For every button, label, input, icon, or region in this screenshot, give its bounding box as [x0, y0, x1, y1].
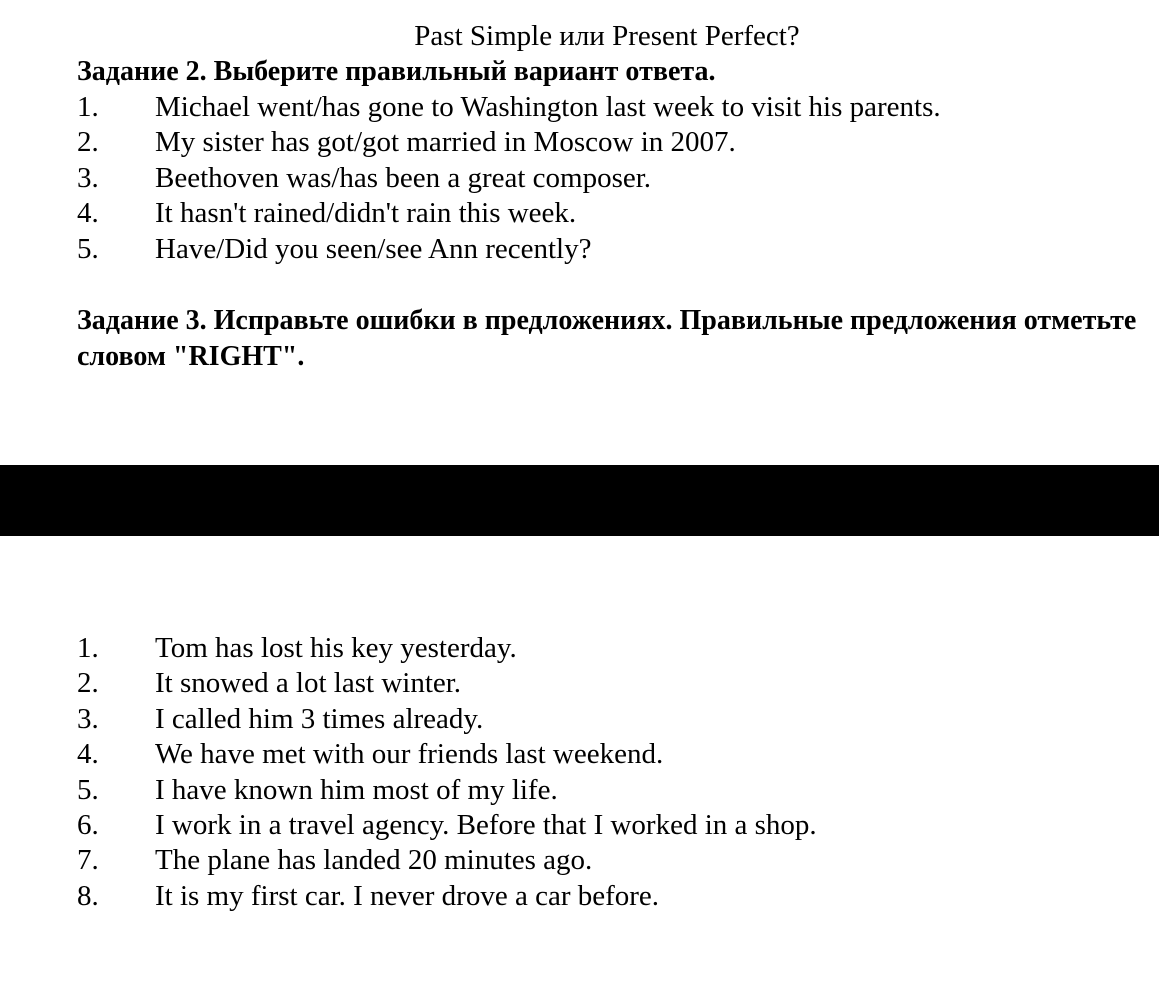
item-number: 7.: [77, 844, 99, 877]
item-number: 4.: [77, 197, 99, 230]
item-text: My sister has got/got married in Moscow in 2007.: [155, 126, 736, 159]
item-text: I have known him most of my life.: [155, 773, 558, 806]
task-3-heading: Задание 3. Исправьте ошибки в предложениях. Правильные предложения отметьте словом "RIGHT".: [77, 305, 1137, 372]
item-number: 1.: [77, 91, 99, 123]
item-text: It snowed a lot last winter.: [155, 667, 462, 700]
item-number: 4.: [77, 738, 99, 771]
item-text: The plane has landed 20 minutes ago.: [155, 844, 593, 877]
item-number: 5.: [77, 232, 99, 265]
item-text: Beethoven was/has been a great composer.: [155, 161, 652, 194]
item-text: Michael went/has gone to Washington last week to visit his parents.: [155, 91, 941, 123]
item-number: 8.: [77, 879, 99, 912]
item-number: 5.: [77, 773, 99, 806]
item-text: It hasn't rained/didn't rain this week.: [155, 197, 577, 230]
item-number: 6.: [77, 808, 99, 841]
item-number: 2.: [77, 126, 99, 159]
item-text: Have/Did you seen/see Ann recently?: [155, 232, 592, 265]
item-text: Tom has lost his key yesterday.: [155, 632, 517, 664]
item-number: 1.: [77, 632, 99, 664]
item-text: It is my first car. I never drove a car before.: [155, 879, 660, 912]
item-text: I work in a travel agency. Before that I worked in a shop.: [155, 808, 817, 841]
item-text: We have met with our friends last weekend.: [155, 738, 664, 771]
item-text: I called him 3 times already.: [155, 702, 484, 735]
item-number: 2.: [77, 667, 99, 700]
item-number: 3.: [77, 702, 99, 735]
item-number: 3.: [77, 161, 99, 194]
redaction-bar: [0, 465, 1159, 536]
document-title: Past Simple или Present Perfect?: [414, 20, 800, 52]
task-2-heading: Задание 2. Выберите правильный вариант ответа.: [77, 56, 716, 87]
